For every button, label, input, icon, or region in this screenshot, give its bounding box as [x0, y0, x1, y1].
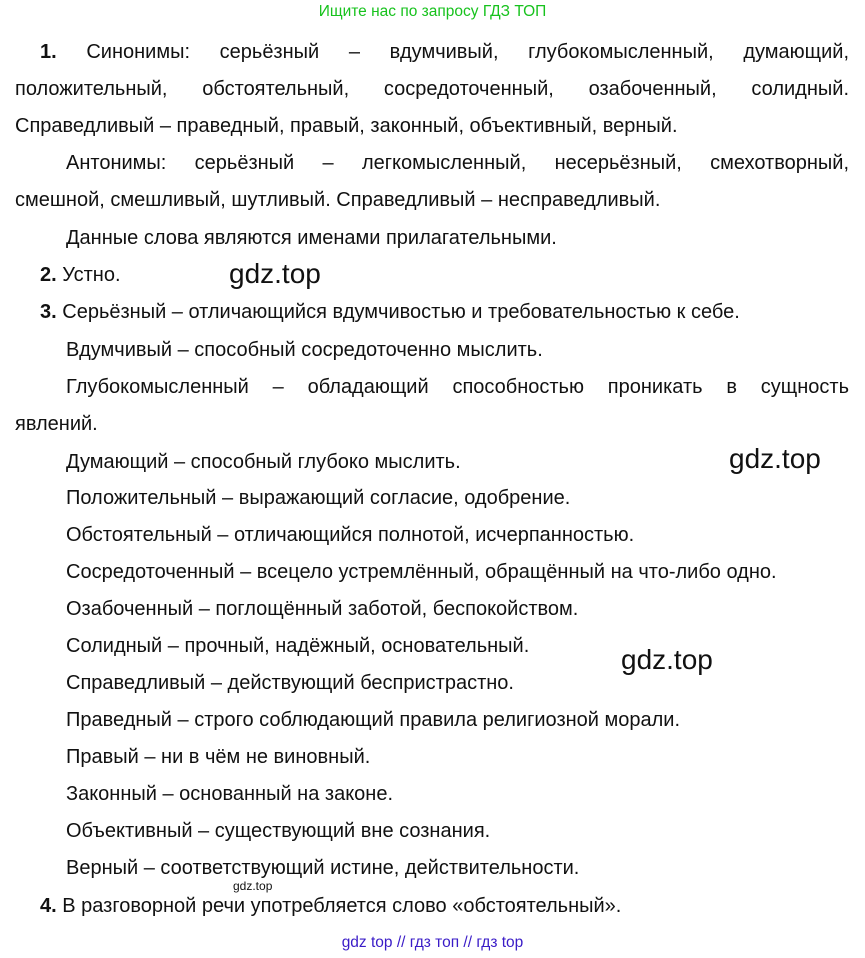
item3-def-line: Солидный – прочный, надёжный, основательный. — [66, 635, 530, 657]
watermark: gdz.top — [621, 644, 713, 675]
item3-def-line: Справедливый – действующий беспристрастно. — [66, 672, 514, 694]
item3-first-text: Серьёзный – отличающийся вдумчивостью и требовательностью к себе. — [62, 301, 740, 323]
item3-def-line: Праведный – строго соблюдающий правила религиозной морали. — [66, 709, 681, 731]
item4-text: В разговорной речи употребляется слово «обстоятельный». — [62, 895, 622, 917]
item1-antonyms-line1: Антонимы: серьёзный – легкомысленный, несерьёзный, смехотворный, — [66, 152, 849, 174]
item3-first-line — [40, 300, 740, 324]
item2-text: Устно. — [62, 264, 121, 286]
item3-number: 3. — [40, 301, 57, 323]
item3-def-line: Сосредоточенный – всецело устремлённый, обращённый на что-либо одно. — [66, 561, 777, 583]
item3-def-line: Положительный – выражающий согласие, одобрение. — [66, 487, 571, 509]
item3-def-line: Законный – основанный на законе. — [66, 783, 394, 805]
watermark: gdz.top — [729, 443, 821, 474]
watermark: gdz.top — [229, 258, 321, 289]
item1-synonyms-line1 — [15, 40, 849, 64]
item3-def-line: Глубокомысленный – обладающий способностью проникать в сущность — [66, 376, 849, 398]
item3-def-line: Правый – ни в чём не виновный. — [66, 746, 371, 768]
item1-antonyms-line2: смешной, смешливый, шутливый. Справедливый – несправедливый. — [15, 189, 661, 211]
item3-def-line: явлений. — [15, 413, 98, 435]
item3-def-line: Обстоятельный – отличающийся полнотой, исчерпанностью. — [66, 524, 635, 546]
item1-number: 1. — [40, 41, 57, 63]
item3-def-line: Озабоченный – поглощённый заботой, беспокойством. — [66, 598, 579, 620]
item1-synonyms-text1: Синонимы: серьёзный – вдумчивый, глубокомысленный, думающий, — [86, 41, 849, 63]
item3-def-line: Думающий – способный глубоко мыслить. — [66, 451, 461, 473]
item1-synonyms-line3: Справедливый – праведный, правый, законный, объективный, верный. — [15, 115, 678, 137]
footer-links: gdz top // гдз топ // гдз top — [341, 934, 524, 951]
search-banner: Ищите нас по запросу ГДЗ ТОП — [318, 3, 547, 20]
item3-def-line: Объективный – существующий вне сознания. — [66, 820, 491, 842]
item2-number: 2. — [40, 264, 57, 286]
item3-def-line: Верный – соответствующий истине, действительности. — [66, 857, 580, 879]
watermark-small: gdz.top — [233, 879, 273, 893]
item3-def-line: Вдумчивый – способный сосредоточенно мыслить. — [66, 339, 543, 361]
item2-line — [40, 263, 121, 287]
item4-line — [40, 894, 621, 918]
item4-number: 4. — [40, 895, 57, 917]
item1-synonyms-line2: положительный, обстоятельный, сосредоточенный, озабоченный, солидный. — [15, 78, 849, 100]
item1-conclusion: Данные слова являются именами прилагательными. — [66, 227, 557, 249]
